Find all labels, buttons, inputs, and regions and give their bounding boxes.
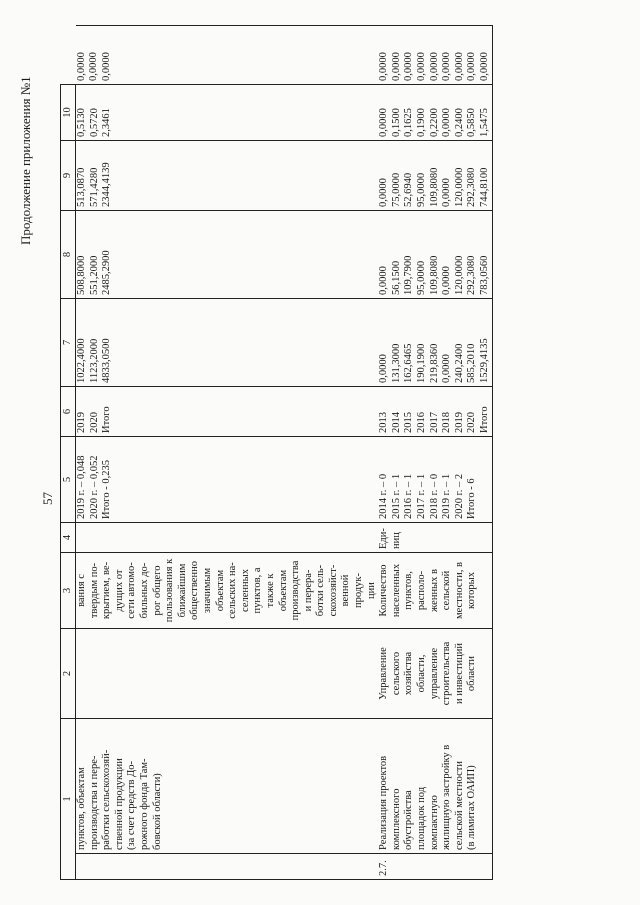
cell-line: 0,0000 (378, 52, 390, 81)
cell-line: пунктов, (403, 571, 415, 610)
cell-years (378, 387, 492, 437)
cell-line: 2020 г. – 0,052 (88, 455, 100, 519)
cell-target-values (76, 437, 379, 523)
cell-line: 2013 (378, 412, 390, 433)
cell-line: располо- (416, 570, 428, 611)
cell-line: жилищную застройку в (441, 744, 453, 850)
cell-line: твердым по- (88, 562, 100, 619)
cell-line: (в лимитах ОАИП) (466, 765, 478, 850)
cell-line: 0,0000 (390, 52, 402, 81)
cell-line: Итого - 6 (466, 478, 478, 519)
cell-extra (76, 26, 379, 85)
cell-line: 2020 г. – 2 (453, 473, 465, 519)
cell-indicator (76, 553, 379, 629)
cell-line: пунктов, объектам (76, 767, 87, 850)
col-header-6: 6 (61, 387, 76, 437)
cell-line: 0,2400 (453, 108, 465, 137)
cell-executor (76, 629, 379, 719)
col-header-1: 1 (61, 719, 76, 880)
cell-line: объектам (277, 569, 289, 612)
cell-line: объектам (214, 569, 226, 612)
cell-line: 744,8100 (479, 167, 490, 207)
cell-line: 95,0000 (416, 260, 428, 295)
cell-line: 2018 (441, 412, 453, 433)
cell-line: 0,0000 (403, 52, 415, 81)
cell-line: площадок под (416, 786, 428, 850)
cell-line: 131,3000 (390, 343, 402, 383)
cell-line: 0,0000 (416, 52, 428, 81)
cell-line: 0,0000 (378, 266, 390, 295)
cell-line: 783,0560 (479, 255, 490, 295)
cell-line: ближайшим (176, 563, 188, 618)
cell-line: 0,0000 (441, 108, 453, 137)
cell-line: 2016 г. – 1 (403, 473, 415, 519)
cell-line: производства и пере- (88, 755, 100, 850)
cell-line: 219,8360 (428, 343, 440, 383)
cell-line: сельской (441, 570, 453, 611)
cell-line: обустройства (403, 790, 415, 850)
cell-line: ции (365, 582, 377, 599)
cell-line: 2016 (416, 412, 428, 433)
cell-line: сети автомо- (126, 562, 138, 619)
cell-line: 0,0000 (100, 52, 112, 81)
cell-num (76, 854, 379, 880)
cell-line: 0,0000 (441, 354, 453, 383)
cell-line: 2019 (453, 412, 465, 433)
cell-unit (76, 523, 379, 553)
cell-line: скохозяйст- (327, 564, 339, 617)
cell-line: 0,0000 (479, 52, 490, 81)
cell-line: сельского (390, 651, 402, 696)
cell-line: 240,2400 (453, 343, 465, 383)
table-row-continued (76, 26, 379, 880)
cell-local (76, 85, 379, 141)
cell-line: 2019 г. – 0,048 (76, 455, 87, 519)
cell-line: 0,0000 (441, 178, 453, 207)
col-header-7: 7 (61, 299, 76, 387)
cell-line: 0,1625 (403, 108, 415, 137)
cell-line: пользования к (164, 558, 176, 623)
cell-line: области, (416, 654, 428, 693)
cell-line: 551,2000 (88, 255, 100, 295)
cell-line: строительства (441, 641, 453, 706)
cell-line: 2020 (88, 412, 100, 433)
table-row-2-7 (378, 26, 492, 880)
cell-years (76, 387, 379, 437)
cell-federal (378, 211, 492, 299)
col-header-4: 4 (61, 523, 76, 553)
cell-line: 95,0000 (416, 172, 428, 207)
cell-line: 109,8080 (428, 167, 440, 207)
cell-regional (76, 141, 379, 211)
cell-line: 190,1900 (416, 343, 428, 383)
cell-line: 0,0000 (378, 108, 390, 137)
cell-line: 0,1900 (416, 108, 428, 137)
cell-line: 2015 (403, 412, 415, 433)
cell-line: 2018 г. – 0 (428, 473, 440, 519)
cell-line: 2014 (390, 412, 402, 433)
cell-line: 2019 г. – 1 (441, 473, 453, 519)
cell-line: Управление (378, 647, 390, 700)
cell-line: селенных (239, 569, 251, 612)
cell-line: Итого (101, 406, 113, 433)
cell-line: 292,3080 (466, 255, 478, 295)
cell-line: ботки сель- (315, 564, 327, 617)
cell-line: ниц (390, 532, 402, 549)
col-header-2: 2 (61, 629, 76, 719)
program-table (60, 25, 493, 880)
cell-line: сельской местности (453, 760, 465, 850)
cell-line: 109,8080 (428, 255, 440, 295)
cell-line: области (466, 655, 478, 692)
cell-line: 2015 г. – 1 (390, 473, 402, 519)
cell-line: Итого (479, 406, 490, 433)
cell-line: 0,0000 (75, 52, 87, 81)
cell-line: крытием, ве- (101, 561, 113, 620)
cell-line: 0,5850 (466, 108, 478, 137)
cell-line: 0,0000 (441, 52, 453, 81)
cell-line: Итого - 0,235 (101, 460, 113, 519)
cell-indicator (378, 553, 492, 629)
cell-line: 513,0870 (76, 167, 87, 207)
cell-line: местности, в (453, 561, 465, 620)
cell-line: рог общего (151, 565, 163, 616)
cell-line: 292,3080 (466, 167, 478, 207)
cell-line: 2019 (76, 412, 87, 433)
cell-line: которых (466, 572, 478, 609)
cell-executor (378, 629, 492, 719)
cell-line: 0,1500 (390, 108, 402, 137)
cell-line: 0,0000 (453, 52, 465, 81)
cell-line: работки сельскохозяй- (101, 749, 113, 850)
cell-line: венной продук- (340, 573, 365, 609)
cell-line: производства (290, 560, 302, 621)
cell-line: компактную (428, 795, 440, 850)
cell-line: Еди- (378, 528, 390, 549)
cell-line: 52,6940 (403, 172, 415, 207)
cell-line: 1529,4135 (479, 338, 490, 383)
cell-line: 0,5720 (88, 108, 100, 137)
cell-line: 120,0000 (453, 255, 465, 295)
page-number: 57 (40, 492, 55, 505)
cell-line: 56,1500 (390, 260, 402, 295)
cell-federal (76, 211, 379, 299)
cell-line: 0,2200 (428, 108, 440, 137)
cell-line: ственной продукции (113, 758, 125, 850)
cell-line: 0,5130 (76, 108, 87, 137)
cell-line: Реализация проектов (378, 755, 390, 850)
cell-line: 1022,4000 (76, 338, 87, 383)
cell-line: 4833,0500 (101, 338, 113, 383)
cell-line: 571,4280 (88, 167, 100, 207)
cell-measure (76, 719, 379, 854)
cell-line: 162,6465 (403, 343, 415, 383)
col-header-10: 10 (61, 85, 76, 141)
cell-line: пунктов, а (252, 567, 264, 614)
cell-measure (378, 719, 492, 854)
cell-line: 0,0000 (88, 52, 100, 81)
cell-line: 0,0000 (441, 266, 453, 295)
cell-line: и инвестиций (453, 642, 465, 705)
cell-line: 75,0000 (390, 172, 402, 207)
cell-line: 2017 г. – 1 (416, 473, 428, 519)
cell-line: 109,7900 (403, 255, 415, 295)
cell-line: женных в (428, 569, 440, 612)
continuation-label: Продолжение приложения №1 (18, 76, 33, 245)
col-header-9: 9 (61, 141, 76, 211)
cell-line: хозяйства (403, 651, 415, 696)
cell-line: рожного фонда Там- (138, 758, 150, 850)
cell-line: значимым (201, 567, 213, 614)
col-header-5: 5 (61, 437, 76, 523)
cell-line: дущих от (113, 569, 125, 612)
cell-line: населенных (390, 563, 402, 618)
cell-line: (за счет средств До- (126, 760, 138, 850)
column-number-row (61, 26, 76, 880)
cell-line: также к (264, 573, 276, 608)
cell-line: бильных до- (138, 562, 150, 619)
cell-line: 0,0000 (378, 354, 390, 383)
cell-target-values (378, 437, 492, 523)
cell-line: 0,0000 (378, 178, 390, 207)
cell-line: 120,0000 (453, 167, 465, 207)
cell-line: бовской области) (151, 773, 163, 850)
cell-line: 1,5475 (479, 108, 490, 137)
cell-total (76, 299, 379, 387)
cell-num: 2.7. (378, 854, 492, 880)
cell-line: 0,0000 (428, 52, 440, 81)
cell-local (378, 85, 492, 141)
cell-extra (378, 26, 492, 85)
cell-total (378, 299, 492, 387)
cell-line: Количество (378, 564, 390, 617)
cell-line: и перера- (302, 569, 314, 612)
cell-line: 1123,2000 (88, 338, 100, 383)
cell-line: общественно (189, 561, 201, 620)
col-header-3: 3 (61, 553, 76, 629)
cell-line: 2485,2900 (101, 250, 113, 295)
cell-line: 2014 г. – 0 (378, 473, 390, 519)
col-header-8: 8 (61, 211, 76, 299)
cell-line: 585,2010 (466, 343, 478, 383)
cell-line: 2,3461 (101, 108, 113, 137)
cell-line: 0,0000 (466, 52, 478, 81)
cell-line: 2017 (428, 412, 440, 433)
cell-line: сельских на- (227, 562, 239, 619)
cell-regional (378, 141, 492, 211)
cell-line: управление (428, 647, 440, 700)
cell-unit (378, 523, 492, 553)
cell-line: комплексного (390, 788, 402, 850)
cell-line: 2344,4139 (101, 162, 113, 207)
cell-line: 508,8000 (76, 255, 87, 295)
cell-line: 2020 (466, 412, 478, 433)
cell-line: вания с (76, 574, 87, 607)
